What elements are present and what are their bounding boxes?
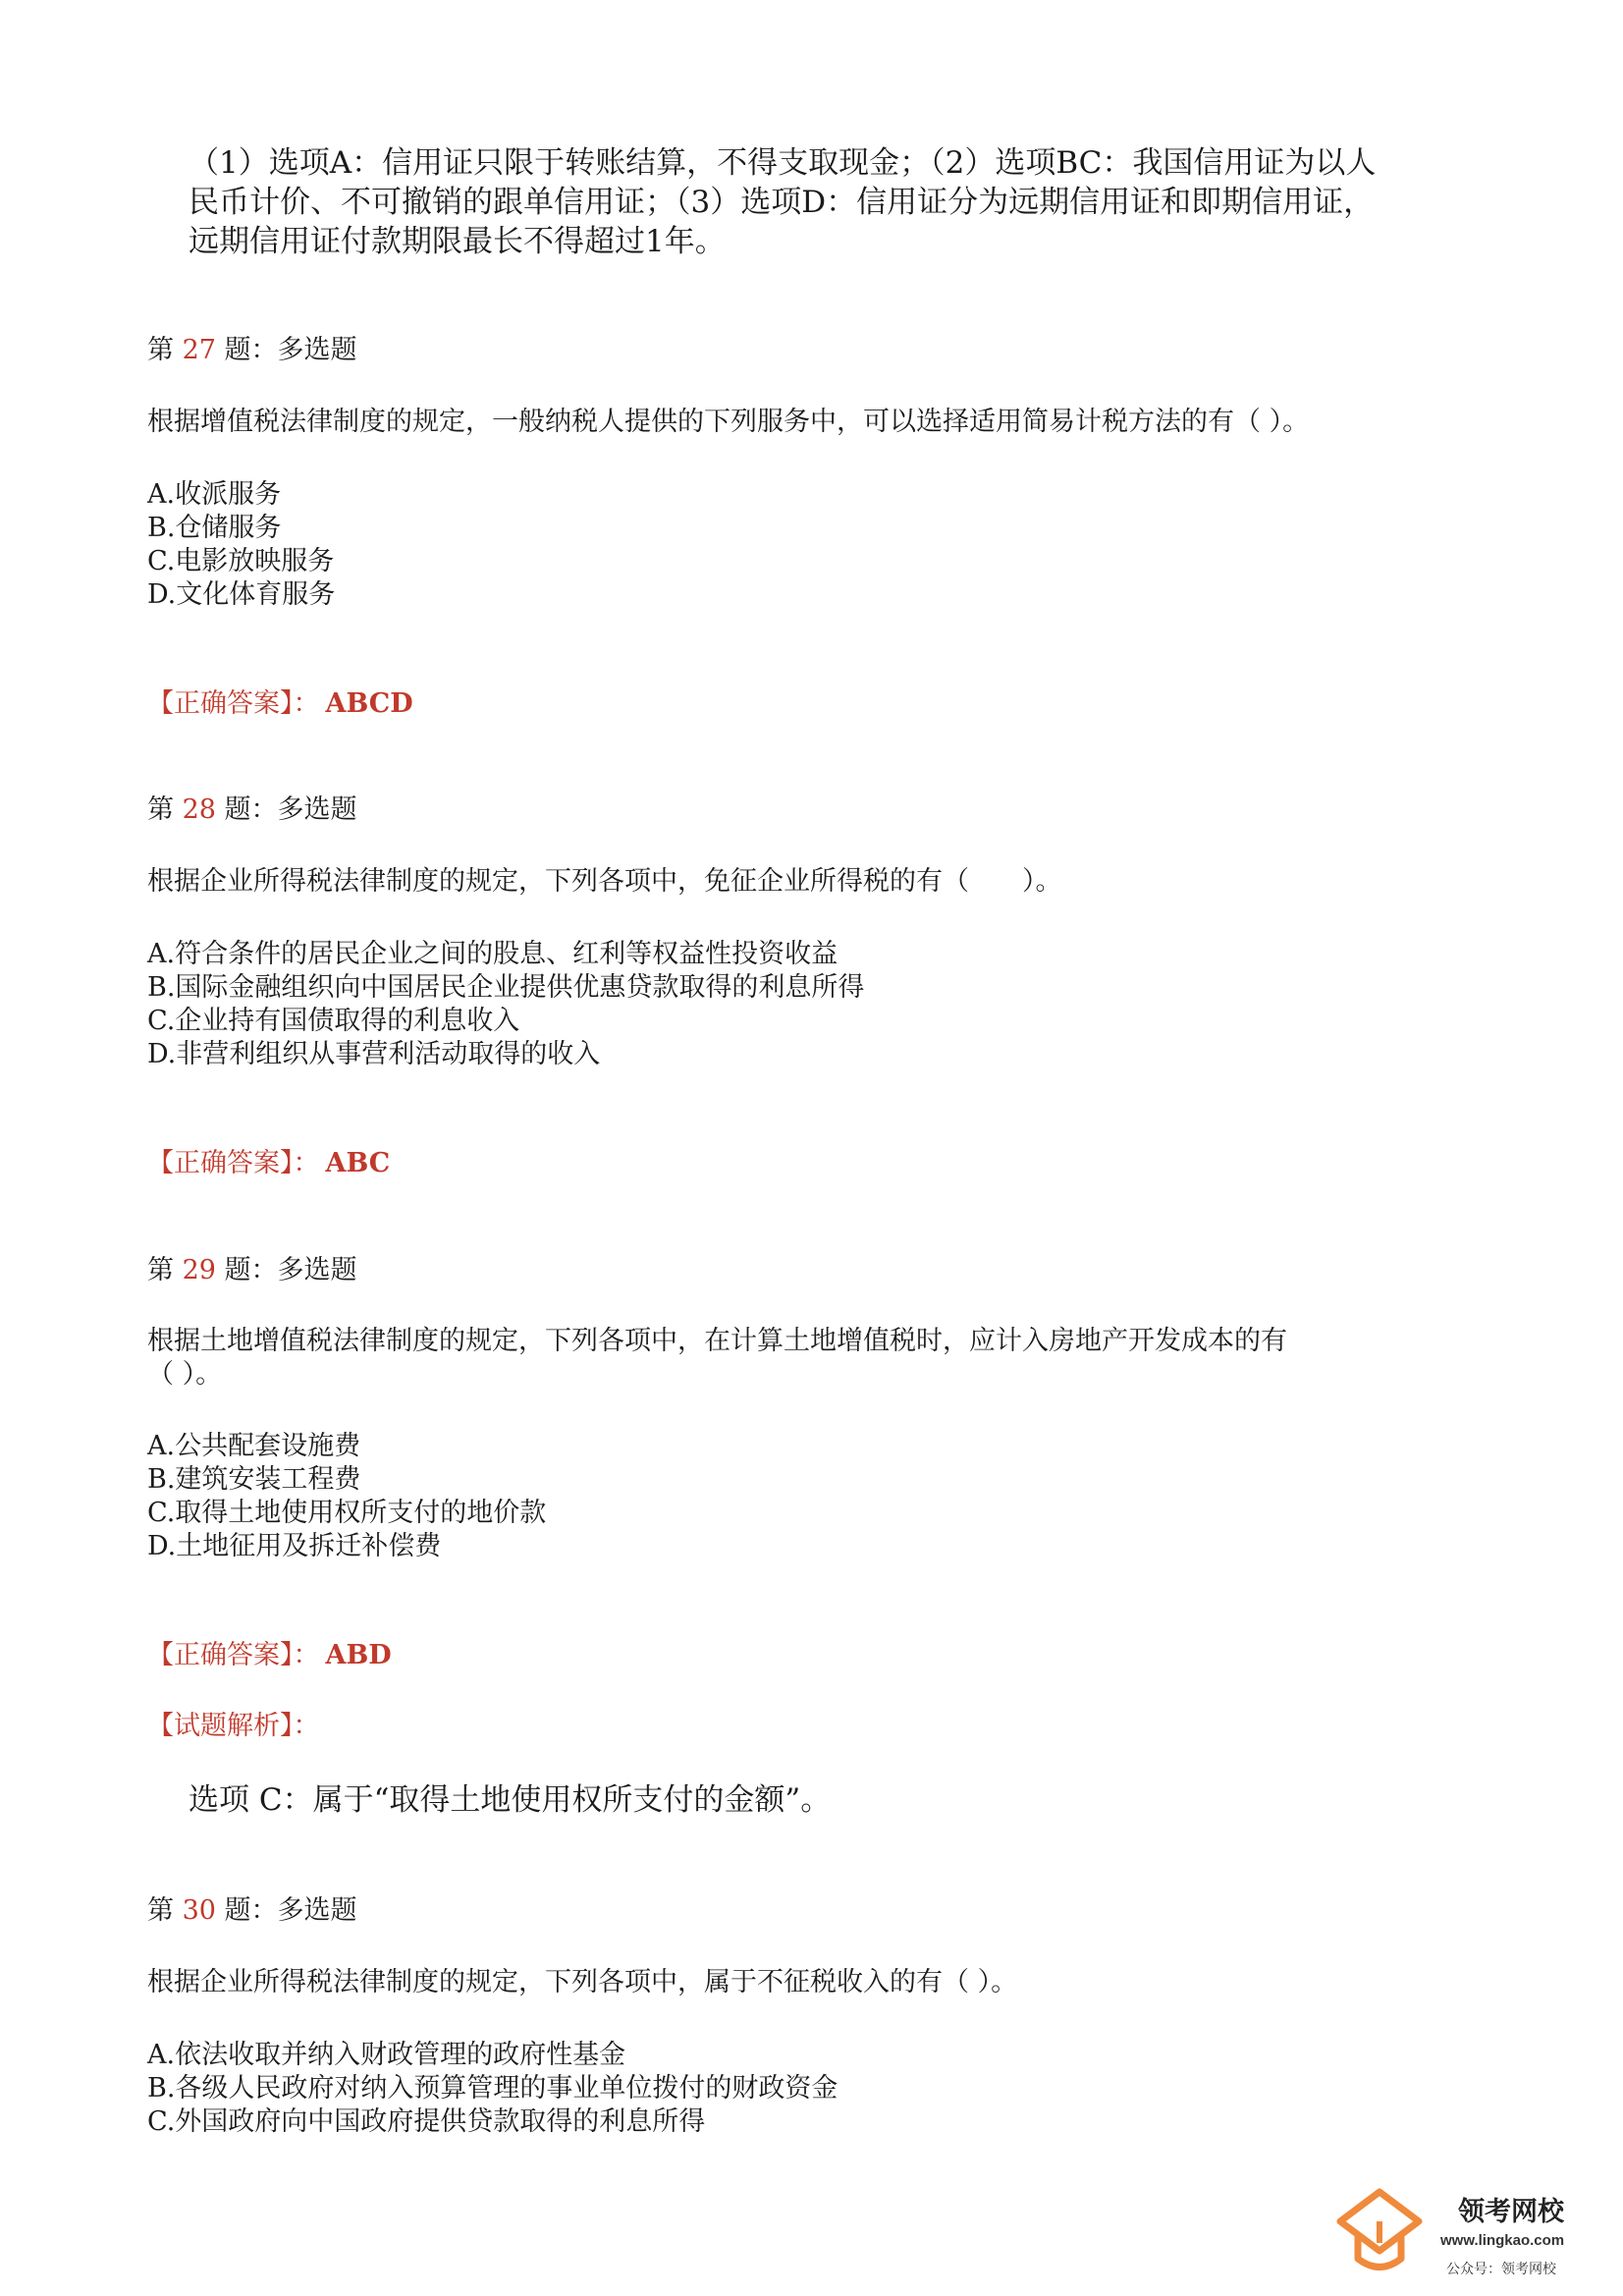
option-b: B.仓储服务 bbox=[147, 513, 282, 543]
answer-28: 【正确答案】： ABC bbox=[147, 1148, 391, 1178]
analysis-text-29: 选项 C：属于“取得土地使用权所支付的金额”。 bbox=[189, 1782, 832, 1818]
answer-27: 【正确答案】： ABCD bbox=[147, 688, 413, 719]
option-b: B.国际金融组织向中国居民企业提供优惠贷款取得的利息所得 bbox=[147, 972, 865, 1003]
analysis-line: 民币计价、不可撤销的跟单信用证；（3）选项D：信用证分为远期信用证和即期信用证， bbox=[189, 185, 1375, 220]
answer-value: ABD bbox=[325, 1640, 392, 1670]
graduation-cap-icon bbox=[1330, 2182, 1429, 2280]
analysis-label-29: 【试题解析】： bbox=[147, 1711, 320, 1741]
question-header-28: 第 28 题：多选题 bbox=[147, 794, 357, 825]
question-stem-28: 根据企业所得税法律制度的规定，下列各项中，免征企业所得税的有（ ）。 bbox=[147, 866, 1062, 897]
answer-29: 【正确答案】： ABD bbox=[147, 1640, 392, 1670]
answer-value: ABC bbox=[325, 1148, 391, 1178]
option-d: D.非营利组织从事营利活动取得的收入 bbox=[147, 1039, 601, 1069]
question-number: 28 bbox=[182, 794, 216, 825]
question-number: 27 bbox=[182, 335, 216, 365]
question-stem-30: 根据企业所得税法律制度的规定，下列各项中，属于不征税收入的有（ ）。 bbox=[147, 1967, 1018, 1997]
option-a: A.收派服务 bbox=[147, 479, 282, 510]
option-a: A.符合条件的居民企业之间的股息、红利等权益性投资收益 bbox=[147, 939, 839, 969]
question-stem-29: 根据土地增值税法律制度的规定，下列各项中，在计算土地增值税时，应计入房地产开发成本的有 （ ）。 bbox=[147, 1326, 1287, 1390]
analysis-line: 远期信用证付款期限最长不得超过1年。 bbox=[189, 224, 726, 259]
question-header-29: 第 29 题：多选题 bbox=[147, 1255, 357, 1285]
analysis-line: （1）选项A：信用证只限于转账结算，不得支取现金；（2）选项BC：我国信用证为以人 bbox=[189, 145, 1377, 181]
lingkao-logo bbox=[1330, 2178, 1596, 2286]
option-c: C.外国政府向中国政府提供贷款取得的利息所得 bbox=[147, 2106, 706, 2137]
question-number: 30 bbox=[182, 1895, 216, 1926]
option-c: C.电影放映服务 bbox=[147, 546, 335, 576]
option-b: B.各级人民政府对纳入预算管理的事业单位拨付的财政资金 bbox=[147, 2073, 839, 2104]
logo-wechat: 公众号：领考网校 bbox=[1446, 2262, 1556, 2277]
option-b: B.建筑安装工程费 bbox=[147, 1464, 361, 1495]
options-28 bbox=[147, 938, 1483, 1071]
answer-value: ABCD bbox=[325, 688, 413, 719]
options-27 bbox=[147, 478, 1483, 612]
option-d: D.土地征用及拆迁补偿费 bbox=[147, 1531, 442, 1561]
question-number: 29 bbox=[182, 1255, 216, 1285]
logo-url: www.lingkao.com bbox=[1440, 2232, 1565, 2249]
option-a: A.公共配套设施费 bbox=[147, 1431, 361, 1461]
options-30 bbox=[147, 2039, 1483, 2139]
option-c: C.企业持有国债取得的利息收入 bbox=[147, 1006, 520, 1036]
previous-analysis bbox=[189, 143, 1494, 261]
question-header-30: 第 30 题：多选题 bbox=[147, 1895, 357, 1926]
question-stem-27: 根据增值税法律制度的规定，一般纳税人提供的下列服务中，可以选择适用简易计税方法的有（ ）。 bbox=[147, 407, 1310, 437]
option-d: D.文化体育服务 bbox=[147, 579, 336, 610]
option-a: A.依法收取并纳入财政管理的政府性基金 bbox=[147, 2040, 626, 2070]
option-c: C.取得土地使用权所支付的地价款 bbox=[147, 1498, 547, 1528]
options-29 bbox=[147, 1430, 1483, 1563]
question-header-27: 第 27 题：多选题 bbox=[147, 335, 357, 365]
logo-brand: 领考网校 bbox=[1458, 2197, 1564, 2227]
